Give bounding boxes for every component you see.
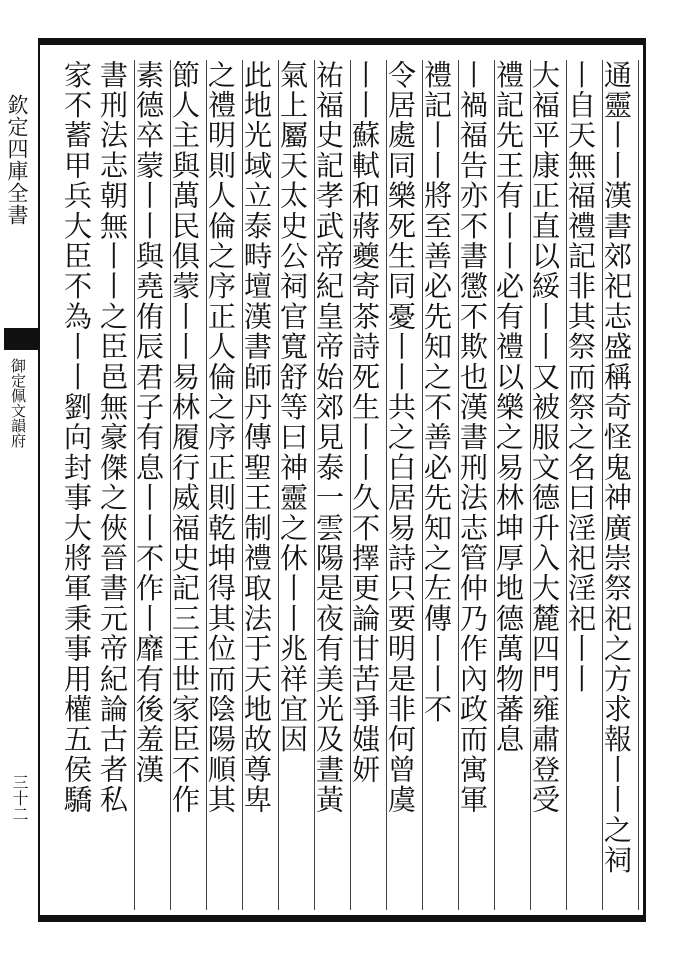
text-column: 禮記先王有丨丨必有禮以樂之易林坤厚地德萬物蕃息 — [486, 60, 531, 910]
text-column: 此地光域立泰畤壇漢書師丹傳聖王制禮取法于天地故尊卑 — [234, 60, 279, 910]
leaf-number: 三十二 — [10, 774, 29, 822]
text-column: 書刑法志朝無丨丨之臣邑無豪傑之俠晉書元帝紀論古者私 — [90, 60, 135, 910]
text-column: 節人主與萬民俱蒙丨丨易林履行威福史記三王世家臣不作 — [162, 60, 207, 910]
spine-title: 欽定四庫全書 — [5, 94, 29, 226]
text-column: 大福平康正直以綏丨丨又被服文德升入大麓四門雍肅登受 — [522, 60, 567, 910]
text-column: 令居處同樂死生同憂丨丨共之白居易詩只要明是非何曾虞 — [378, 60, 423, 910]
fishtail-mark — [4, 328, 38, 350]
text-column: 氣上屬天太史公祠官寬舒等曰神靈之休丨丨兆祥宜因 — [270, 60, 315, 910]
text-column: 家不蓄甲兵大臣不為丨丨劉向封事大將軍秉事用權五侯驕 — [60, 60, 93, 815]
text-column: 丨自天無福禮記非其祭而祭之名曰淫祀淫祀丨丨 — [558, 60, 603, 910]
text-column: 丨丨蘇軾和蔣夔寄茶詩死生丨丨久不擇更論甘苦爭媸妍 — [342, 60, 387, 910]
text-column: 丨禍福告亦不書懲不欺也漢書刑法志管仲乃作內政而寓軍 — [450, 60, 495, 910]
text-column: 通靈丨丨漢書郊祀志盛稱奇怪鬼神廣崇祭祀之方求報丨丨之祠 — [594, 60, 639, 910]
text-column: 之禮明則人倫之序正人倫之序正則乾坤得其位而陰陽順其 — [198, 60, 243, 910]
book-title: 御定佩文韻府 — [9, 358, 27, 448]
page-margin-strip — [0, 38, 40, 922]
text-column: 素德卒蒙丨丨與堯侑辰君子有息丨丨不作丨靡有後羞漢 — [126, 60, 171, 910]
text-column: 禮記丨丨將至善必先知之不善必先知之左傳丨丨不 — [414, 60, 459, 910]
text-column: 祐福史記孝武帝紀皇帝始郊見泰一雲陽是夜有美光及晝黃 — [306, 60, 351, 910]
